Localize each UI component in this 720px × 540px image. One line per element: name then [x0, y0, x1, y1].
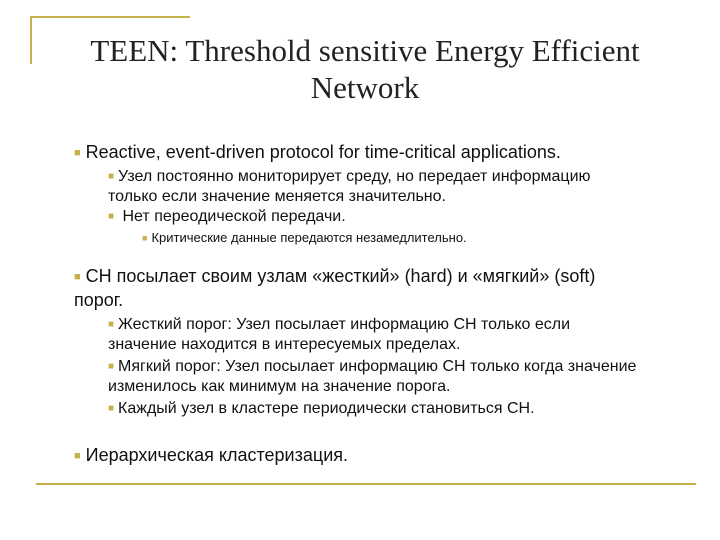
- bullet-text: Иерархическая кластеризация.: [85, 445, 348, 465]
- bullet-marker-icon: ■: [74, 450, 81, 462]
- left-accent-line: [30, 16, 32, 64]
- bullet-text: Узел постоянно мониторирует среду, но передает информацию только если значение меняется значительно.: [108, 168, 591, 205]
- bullet-marker-icon: ■: [108, 361, 115, 372]
- bullet-text: Каждый узел в кластере периодически становиться CH.: [118, 400, 535, 417]
- bullet-item: [108, 315, 608, 355]
- slide-title: TEEN: Threshold sensitive Energy Efficient Network: [90, 33, 640, 105]
- bullet-marker-icon: ■: [108, 319, 115, 330]
- bullet-item: [108, 207, 628, 227]
- bullet-marker-icon: ■: [74, 147, 81, 159]
- bullet-marker-icon: ■: [142, 233, 148, 243]
- bullet-marker-icon: ■: [108, 403, 115, 414]
- bullet-marker-icon: ■: [108, 171, 115, 182]
- bullet-text: CH посылает своим узлам «жесткий» (hard) и «мягкий» (soft) порог.: [74, 266, 596, 310]
- bullet-item: [108, 357, 648, 397]
- bullet-text: Reactive, event-driven protocol for time-critical applications.: [85, 142, 561, 162]
- top-accent-line: [30, 16, 190, 18]
- bullet-text: Критические данные передаются незамедлительно.: [151, 230, 467, 245]
- bullet-item: [108, 399, 648, 419]
- bullet-marker-icon: ■: [108, 211, 115, 222]
- bullet-text: Нет переодической передачи.: [118, 208, 346, 225]
- bullet-text: Мягкий порог: Узел посылает информацию CH только когда значение изменилось как минимум на значение порога.: [108, 358, 637, 395]
- bullet-marker-icon: ■: [74, 271, 81, 283]
- bottom-accent-line: [36, 483, 696, 485]
- bullet-text: Жесткий порог: Узел посылает информацию CH только если значение находится в интересуемых пределах.: [108, 316, 571, 353]
- bullet-item: [74, 265, 644, 312]
- bullet-item: [108, 167, 628, 207]
- bullet-item: [74, 444, 674, 468]
- bullet-item: [142, 229, 662, 247]
- bullet-item: [74, 141, 674, 165]
